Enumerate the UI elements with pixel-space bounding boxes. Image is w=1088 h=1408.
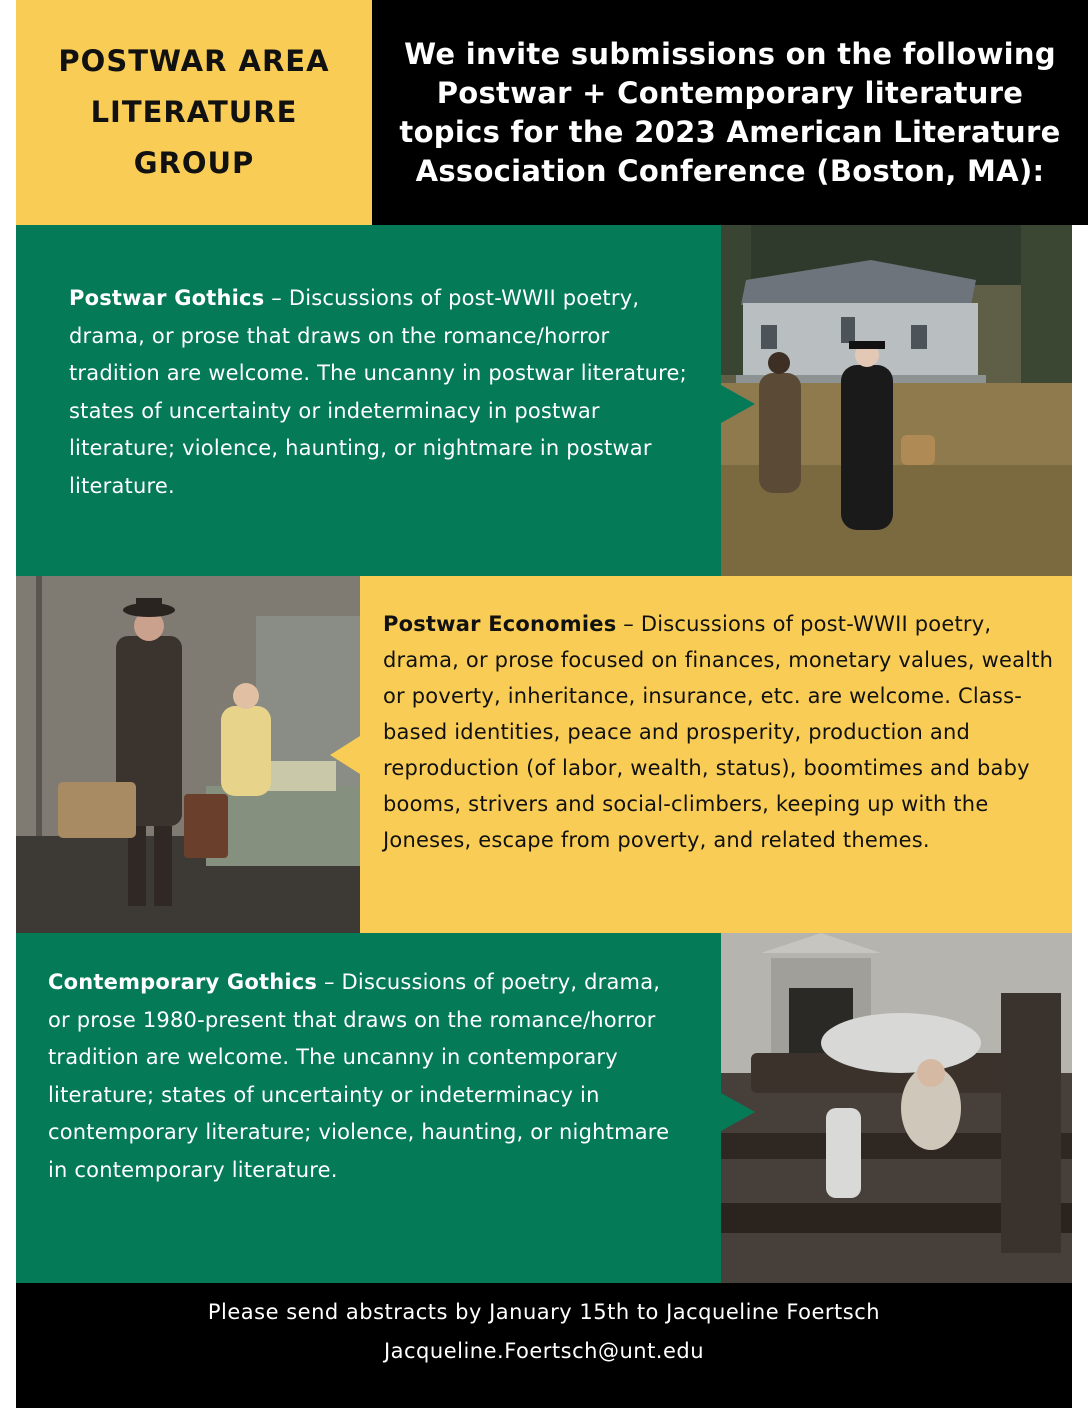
- group-name-line-1: POSTWAR AREA: [58, 44, 330, 78]
- photo-gothic-church-pew: [721, 933, 1072, 1283]
- section-text: [69, 280, 689, 505]
- section-body: – Discussions of post-WWII poetry, drama, or prose focused on finances, monetary values, wealth or poverty, inheritance, insurance, etc. are welcome. Class-based identities, peace and prosperity, production and reproduction (of labor, wealth, status), boomtimes and baby booms, strivers and social-climbers, keeping up with the Joneses, escape from poverty, and related themes.: [383, 612, 1054, 852]
- group-name-line-3: GROUP: [133, 146, 255, 180]
- footer: [16, 1283, 1072, 1408]
- section-text: [48, 964, 688, 1189]
- contact-email[interactable]: Jacqueline.Foertsch@unt.edu: [383, 1339, 705, 1363]
- photo-farmhouse-women: [721, 225, 1072, 576]
- section-body: – Discussions of post-WWII poetry, drama, or prose that draws on the romance/horror tradition are welcome. The uncanny in postwar literature; states of uncertainty or indeterminacy in postwar literature; violence, haunting, or nightmare in postwar literature.: [69, 286, 687, 498]
- pointer-arrow-1: [721, 385, 755, 423]
- section-title: Postwar Economies: [383, 612, 617, 636]
- section-text: [383, 606, 1063, 858]
- section-postwar-economies: [360, 576, 1072, 933]
- group-name-line-2: LITERATURE: [90, 95, 298, 129]
- pointer-arrow-3: [721, 1093, 755, 1131]
- section-title: Contemporary Gothics: [48, 970, 318, 994]
- section-body: – Discussions of poetry, drama, or prose 1980-present that draws on the romance/horror tradition are welcome. The uncanny in contemporary literature; states of uncertainty or indeterminacy in contemporary literature; violence, haunting, or nightmare in contemporary literature.: [48, 970, 670, 1182]
- invitation-text: We invite submissions on the following Postwar + Contemporary literature topics for the 2023 American Literature Association Conference (Boston, MA):: [399, 36, 1061, 188]
- submission-instructions: Please send abstracts by January 15th to Jacqueline Foertsch: [207, 1300, 881, 1324]
- group-name-box: [16, 0, 372, 225]
- section-title: Postwar Gothics: [69, 286, 265, 310]
- photo-stage-man-with-suitcases: [16, 576, 360, 933]
- pointer-arrow-2: [330, 736, 360, 774]
- section-postwar-gothics: [16, 225, 721, 576]
- invitation-banner: [372, 0, 1088, 225]
- section-contemporary-gothics: [16, 933, 721, 1283]
